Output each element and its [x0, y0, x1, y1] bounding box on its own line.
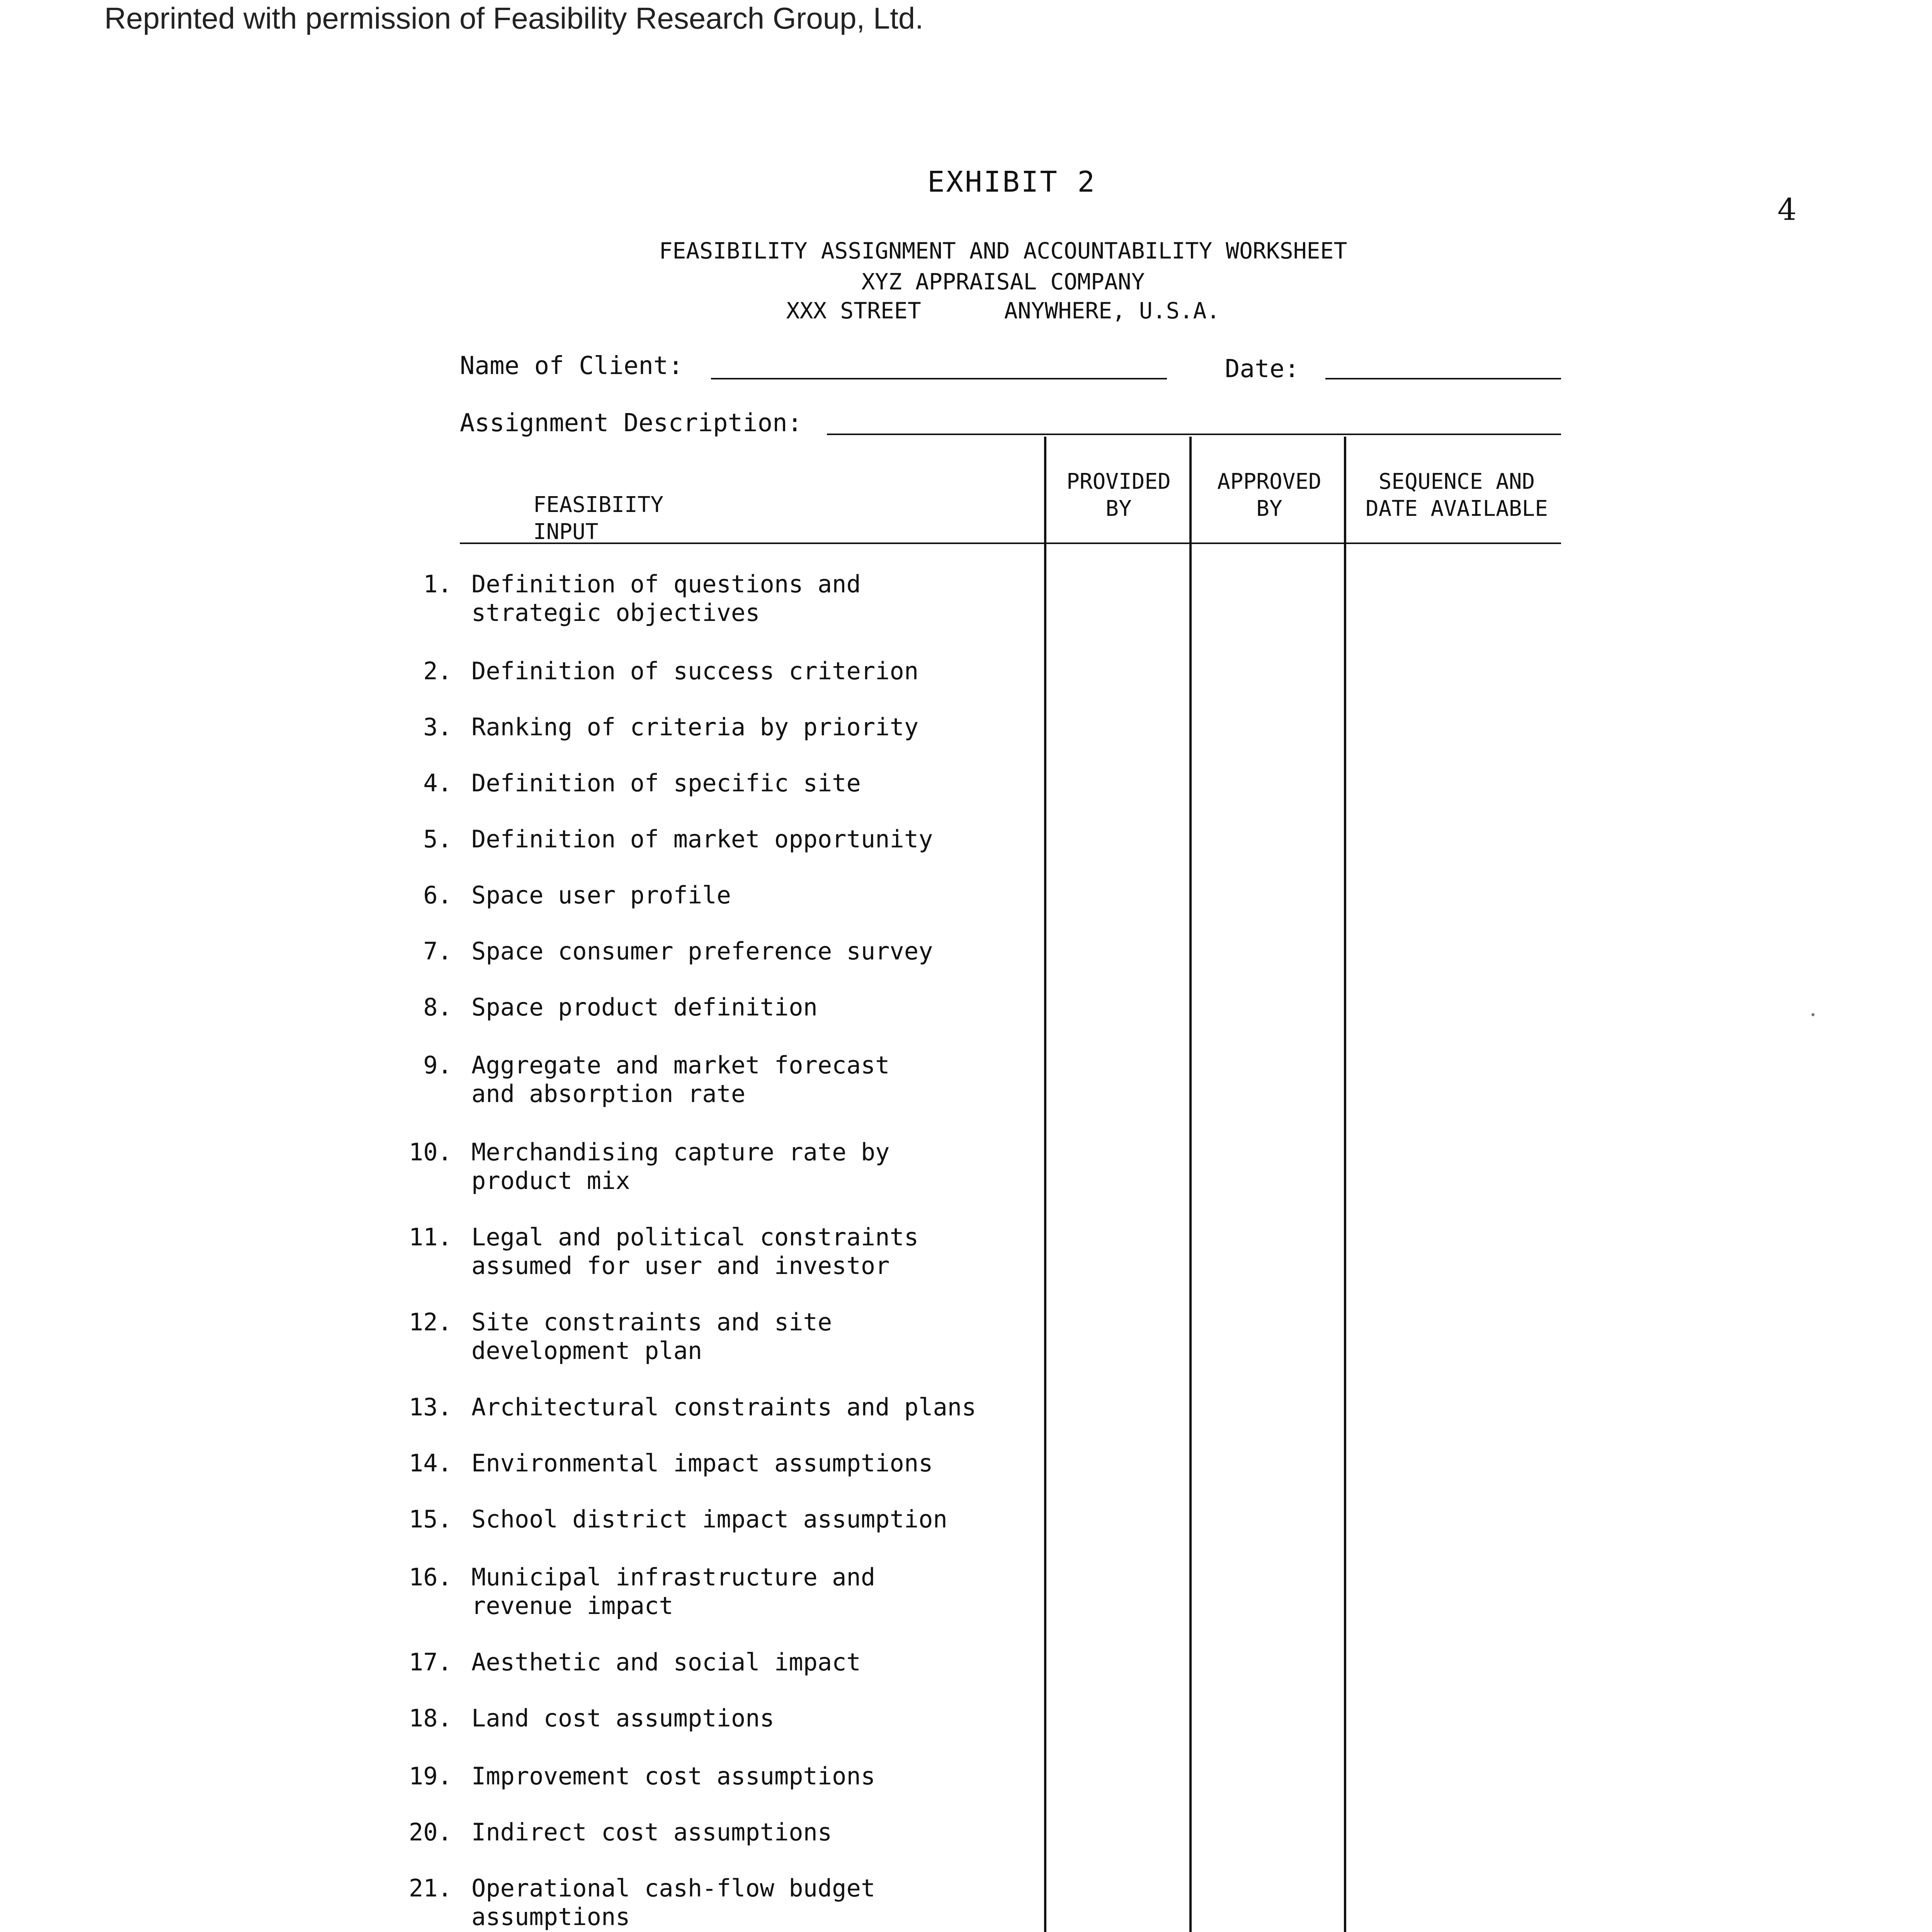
item-number: 16. — [409, 1563, 452, 1591]
client-name-field[interactable] — [711, 378, 1167, 379]
item-text: Definition of success criterion — [471, 657, 919, 685]
item-text: Site constraints and site development plan — [471, 1308, 832, 1365]
exhibit-title: EXHIBIT 2 — [927, 165, 1096, 199]
item-number: 14. — [409, 1449, 452, 1477]
item-text: Aggregate and market forecast and absorption rate — [471, 1051, 890, 1108]
item-text: Environmental impact assumptions — [471, 1449, 933, 1477]
item-number: 7. — [423, 937, 452, 965]
reprint-note: Reprinted with permission of Feasibility Research Group, Ltd. — [104, 1, 923, 35]
item-number: 3. — [423, 713, 452, 741]
page-number: 4 — [1777, 192, 1797, 227]
item-text: Operational cash-flow budget assumptions — [471, 1874, 876, 1931]
item-text: Improvement cost assumptions — [471, 1762, 876, 1790]
col-header-sequence: SEQUENCE AND DATE AVAILABLE — [1365, 469, 1548, 521]
item-text: Municipal infrastructure and revenue impact — [471, 1563, 876, 1620]
item-text: Merchandising capture rate by product mix — [471, 1138, 890, 1195]
item-number: 13. — [409, 1393, 452, 1421]
item-number: 17. — [409, 1648, 452, 1676]
item-text: Legal and political constraints assumed for user and investor — [471, 1223, 919, 1280]
item-text: Architectural constraints and plans — [471, 1393, 976, 1421]
date-label: Date: — [1225, 355, 1299, 383]
item-text: Space user profile — [471, 881, 731, 909]
scan-speck — [1811, 1013, 1815, 1016]
col-header-provided: PROVIDED BY — [1066, 469, 1171, 521]
client-label: Name of Client: — [460, 352, 683, 380]
item-text: Definition of questions and strategic objectives — [471, 570, 861, 627]
item-text: Definition of market opportunity — [471, 825, 933, 853]
item-text: Aesthetic and social impact — [471, 1648, 861, 1676]
item-number: 10. — [409, 1138, 452, 1166]
assignment-label: Assignment Description: — [460, 409, 803, 437]
item-number: 5. — [423, 825, 452, 853]
worksheet-title: FEASIBILITY ASSIGNMENT AND ACCOUNTABILITY WORKSHEET — [659, 238, 1347, 264]
company-name: XYZ APPRAISAL COMPANY — [861, 269, 1145, 295]
address-street: XXX STREET — [786, 298, 921, 324]
company-address — [632, 298, 1374, 324]
item-text: School district impact assumption — [471, 1505, 947, 1533]
item-text: Definition of specific site — [471, 769, 861, 797]
item-number: 12. — [409, 1308, 452, 1336]
column-divider-sequence — [1344, 437, 1346, 1932]
item-number: 20. — [409, 1818, 452, 1846]
col-header-approved: APPROVED BY — [1217, 469, 1321, 521]
item-text: Ranking of criteria by priority — [471, 713, 919, 741]
header-rule — [460, 543, 1561, 544]
address-city: ANYWHERE, U.S.A. — [1004, 298, 1220, 324]
item-text: Space consumer preference survey — [471, 937, 933, 965]
column-divider-approved — [1189, 437, 1192, 1932]
date-field[interactable] — [1325, 378, 1561, 379]
item-number: 9. — [423, 1051, 452, 1079]
item-number: 19. — [409, 1762, 452, 1790]
item-text: Indirect cost assumptions — [471, 1818, 832, 1846]
assignment-description-field[interactable] — [827, 434, 1561, 435]
item-number: 15. — [409, 1505, 452, 1533]
item-number: 1. — [423, 570, 452, 598]
item-number: 21. — [409, 1874, 452, 1902]
item-text: Land cost assumptions — [471, 1704, 774, 1732]
item-number: 18. — [409, 1704, 452, 1732]
item-number: 11. — [409, 1223, 452, 1251]
item-number: 8. — [423, 993, 452, 1021]
col-header-input: FEASIBIITY INPUT — [533, 492, 664, 544]
item-text: Space product definition — [471, 993, 818, 1021]
item-number: 2. — [423, 657, 452, 685]
item-number: 6. — [423, 881, 452, 909]
item-number: 4. — [423, 769, 452, 797]
